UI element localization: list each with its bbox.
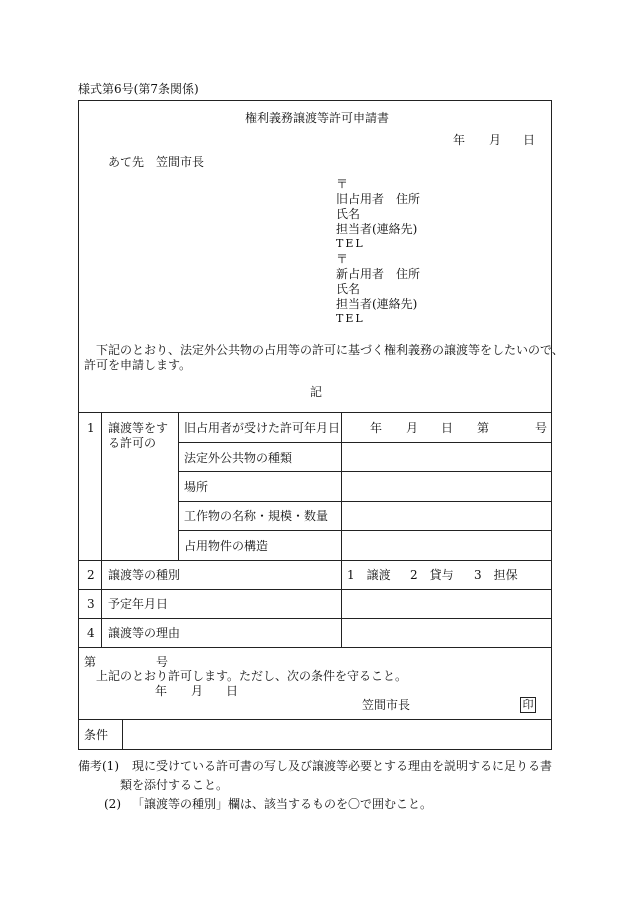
note1-line1: 現に受けている許可書の写し及び譲渡等必要とする理由を説明するに足りる書 bbox=[132, 759, 553, 773]
row1-heading-column-rule bbox=[178, 412, 179, 560]
notes-heading: 備考(1) bbox=[78, 759, 119, 773]
new-occupant-address-label: 新占用者 住所 bbox=[336, 267, 421, 281]
conditions-column-rule bbox=[122, 719, 123, 749]
request-text-line2: 許可を申請します。 bbox=[84, 358, 192, 372]
date-day-label: 日 bbox=[523, 133, 536, 147]
row1-sub-rule-4 bbox=[178, 530, 552, 531]
new-occupant-tel-label: TEL bbox=[336, 312, 365, 325]
permit-date-month: 月 bbox=[406, 421, 419, 435]
permit-text: 上記のとおり許可します。ただし、次の条件を守ること。 bbox=[96, 669, 408, 683]
row2-top-rule bbox=[78, 560, 552, 561]
permit-date-day: 日 bbox=[226, 684, 239, 698]
new-occupant-contact-label: 担当者(連絡先) bbox=[336, 297, 418, 311]
transfer-type-option-transfer: 1 譲渡 bbox=[347, 568, 391, 582]
row2-number: 2 bbox=[87, 568, 95, 582]
old-occupant-tel-label: TEL bbox=[336, 237, 365, 250]
new-occupant-name-label: 氏名 bbox=[336, 282, 361, 296]
row3-top-rule bbox=[78, 589, 552, 590]
permit-date-year: 年 bbox=[370, 421, 383, 435]
date-year-label: 年 bbox=[453, 133, 466, 147]
note1-line2: 類を添付すること。 bbox=[120, 778, 229, 792]
row1-sub-rule-1 bbox=[178, 442, 552, 443]
permit-date-day: 日 bbox=[441, 421, 454, 435]
ki-heading: 記 bbox=[310, 385, 323, 399]
row1-item-public-property-type: 法定外公共物の種類 bbox=[184, 451, 293, 465]
permit-number-go: 号 bbox=[156, 655, 169, 669]
row4-number: 4 bbox=[87, 626, 95, 640]
table-top-rule bbox=[78, 412, 552, 413]
row4-label: 譲渡等の理由 bbox=[108, 626, 181, 640]
number-column-rule bbox=[101, 412, 102, 647]
row1-sub-rule-3 bbox=[178, 501, 552, 502]
mayor-signature-label: 笠間市長 bbox=[362, 698, 411, 712]
row1-number: 1 bbox=[87, 421, 95, 435]
form-title: 権利義務譲渡等許可申請書 bbox=[245, 111, 390, 125]
row3-label: 予定年月日 bbox=[108, 597, 169, 611]
form-number-label: 様式第6号(第7条関係) bbox=[78, 82, 199, 96]
conditions-label: 条件 bbox=[84, 728, 109, 742]
permit-number-dai: 第 bbox=[477, 421, 490, 435]
row2-label: 譲渡等の種別 bbox=[108, 568, 181, 582]
row1-heading-line1: 譲渡等をす bbox=[108, 421, 169, 435]
old-occupant-name-label: 氏名 bbox=[336, 207, 361, 221]
row1-item-permit-date: 旧占用者が受けた許可年月日 bbox=[184, 421, 341, 435]
row4-top-rule bbox=[78, 618, 552, 619]
note2-number: (2) bbox=[104, 797, 121, 811]
date-month-label: 月 bbox=[489, 133, 502, 147]
permit-top-rule bbox=[78, 647, 552, 648]
row3-number: 3 bbox=[87, 597, 95, 611]
row1-item-occupancy-structure: 占用物件の構造 bbox=[184, 539, 269, 553]
request-text-line1: 下記のとおり、法定外公共物の占用等の許可に基づく権利義務の譲渡等をしたいので、 bbox=[96, 343, 564, 357]
permit-number-dai: 第 bbox=[84, 655, 97, 669]
permit-number-go: 号 bbox=[535, 421, 548, 435]
old-postal-mark: 〒 bbox=[336, 177, 349, 191]
new-postal-mark: 〒 bbox=[336, 252, 349, 266]
addressee: あて先 笠間市長 bbox=[108, 155, 205, 169]
value-column-rule bbox=[341, 412, 342, 647]
permit-date-year: 年 bbox=[155, 684, 168, 698]
row1-item-location: 場所 bbox=[184, 480, 209, 494]
conditions-top-rule bbox=[78, 719, 552, 720]
permit-date-month: 月 bbox=[191, 684, 204, 698]
row1-heading-line2: る許可の bbox=[108, 436, 157, 450]
transfer-type-option-collateral: 3 担保 bbox=[474, 568, 518, 582]
row1-sub-rule-2 bbox=[178, 471, 552, 472]
old-occupant-contact-label: 担当者(連絡先) bbox=[336, 222, 418, 236]
note2-text: 「譲渡等の種別」欄は、該当するものを〇で囲むこと。 bbox=[132, 797, 433, 811]
old-occupant-address-label: 旧占用者 住所 bbox=[336, 192, 421, 206]
row1-item-structure-name-scale: 工作物の名称・規模・数量 bbox=[184, 509, 329, 523]
seal-mark: 印 bbox=[520, 697, 536, 713]
transfer-type-option-lease: 2 貸与 bbox=[410, 568, 454, 582]
